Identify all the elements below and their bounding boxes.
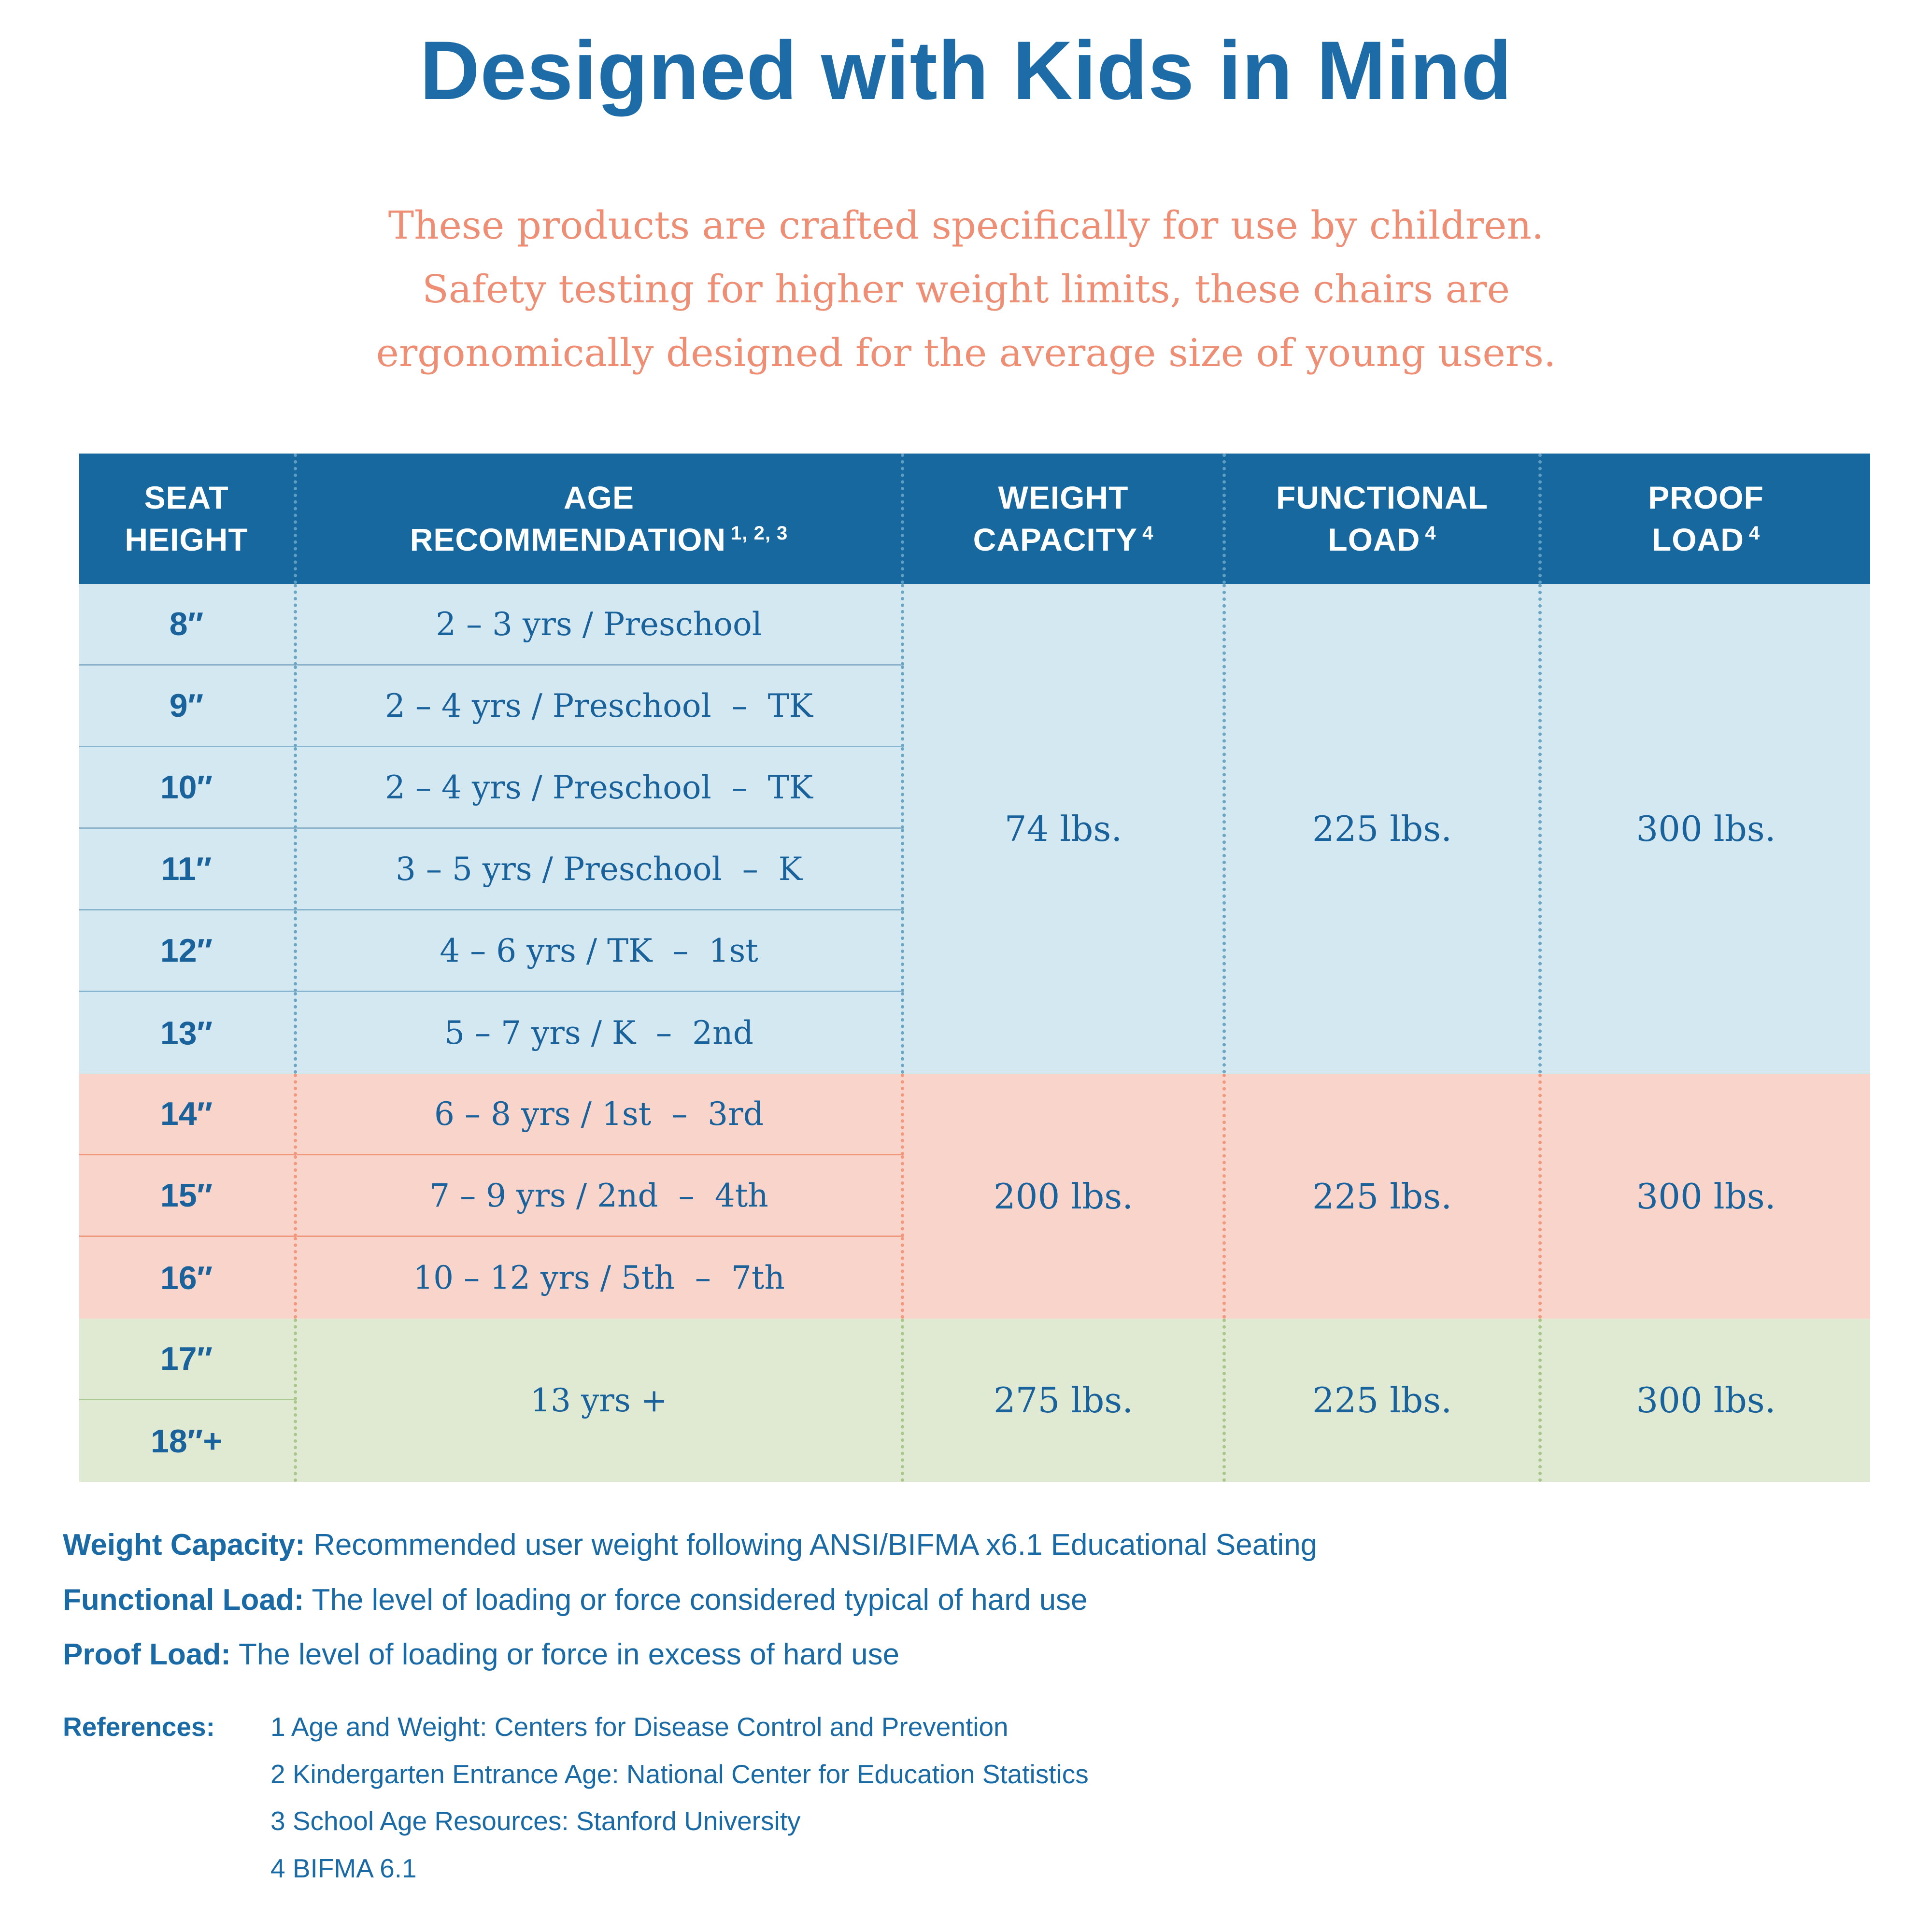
- seat-height-cell-12in: 12″: [79, 910, 297, 992]
- proof-load-green-section: 300 lbs.: [1542, 1319, 1870, 1482]
- definition-weight-capacity: [63, 1526, 1869, 1564]
- references-label: References:: [63, 1711, 215, 1742]
- header-footnote-marker: 4: [1425, 523, 1436, 544]
- column-header-functional-load: FUNCTIONAL LOAD $^4$: [1226, 454, 1542, 584]
- header-footnote-marker: 4: [1748, 523, 1761, 544]
- definition-label: Proof Load:: [63, 1638, 231, 1672]
- definition-text: The level of loading or force in excess of hard use: [238, 1638, 900, 1672]
- seat-height-cell-8in: 8″: [79, 584, 297, 666]
- header-footnote-marker: 1, 2, 3: [731, 523, 788, 544]
- column-header-weight-capacity: WEIGHT CAPACITY $^4$: [904, 454, 1226, 584]
- seat-height-cell-11in: 11″: [79, 829, 297, 910]
- definition-label: Weight Capacity:: [63, 1528, 305, 1562]
- seat-height-cell-15in: 15″: [79, 1155, 297, 1237]
- age-cell-11in: 3 – 5 yrs / Preschool – K: [297, 829, 904, 910]
- reference-item-3: 3 School Age Resources: Stanford University: [270, 1806, 801, 1836]
- definition-label: Functional Load:: [63, 1583, 304, 1617]
- subtitle-line-2: Safety testing for higher weight limits, these chairs are: [422, 267, 1510, 312]
- seat-height-cell-16in: 16″: [79, 1237, 297, 1319]
- page-title: Designed with Kids in Mind: [420, 24, 1512, 117]
- age-cell-9in: 2 – 4 yrs / Preschool – TK: [297, 666, 904, 747]
- age-cell-14in: 6 – 8 yrs / 1st – 3rd: [297, 1074, 904, 1155]
- footer-notes: [63, 1526, 1869, 1892]
- reference-item-2: 2 Kindergarten Entrance Age: National Center for Education Statistics: [270, 1759, 1089, 1789]
- definition-functional-load: [63, 1581, 1869, 1619]
- seat-height-cell-10in: 10″: [79, 747, 297, 829]
- age-cell-13in: 5 – 7 yrs / K – 2nd: [297, 992, 904, 1074]
- age-cell-15in: 7 – 9 yrs / 2nd – 4th: [297, 1155, 904, 1237]
- subtitle-line-3: ergonomically designed for the average size of young users.: [376, 330, 1556, 376]
- weight-capacity-blue-section: 74 lbs.: [904, 584, 1226, 1074]
- definition-proof-load: [63, 1636, 1869, 1674]
- reference-item-1: 1 Age and Weight: Centers for Disease Control and Prevention: [270, 1711, 1009, 1742]
- weight-capacity-green-section: 275 lbs.: [904, 1319, 1226, 1482]
- weight-capacity-pink-section: 200 lbs.: [904, 1074, 1226, 1319]
- column-header-age-recommendation: AGE RECOMMENDATION $^{1, 2, 3}$: [297, 454, 904, 584]
- seat-height-cell-14in: 14″: [79, 1074, 297, 1155]
- seat-height-cell-9in: 9″: [79, 666, 297, 747]
- references-block: [63, 1704, 1869, 1893]
- definition-text: Recommended user weight following ANSI/BIFMA x6.1 Educational Seating: [313, 1528, 1318, 1562]
- age-cell-13yrs-plus-merged: 13 yrs +: [297, 1319, 904, 1482]
- age-cell-16in: 10 – 12 yrs / 5th – 7th: [297, 1237, 904, 1319]
- definition-text: The level of loading or force considered typical of hard use: [312, 1583, 1088, 1617]
- references-list: [270, 1704, 1869, 1893]
- reference-item-4: 4 BIFMA 6.1: [270, 1853, 417, 1884]
- proof-load-blue-section: 300 lbs.: [1542, 584, 1870, 1074]
- proof-load-pink-section: 300 lbs.: [1542, 1074, 1870, 1319]
- spec-table: [79, 454, 1870, 1482]
- column-header-seat-height: SEAT HEIGHT: [79, 454, 297, 584]
- page-subtitle: [0, 194, 1932, 385]
- header-footnote-marker: 4: [1142, 523, 1154, 544]
- age-cell-12in: 4 – 6 yrs / TK – 1st: [297, 910, 904, 992]
- age-cell-8in: 2 – 3 yrs / Preschool: [297, 584, 904, 666]
- column-header-proof-load: PROOF LOAD $^4$: [1542, 454, 1870, 584]
- functional-load-pink-section: 225 lbs.: [1226, 1074, 1542, 1319]
- seat-height-cell-17in: 17″: [79, 1319, 297, 1400]
- functional-load-green-section: 225 lbs.: [1226, 1319, 1542, 1482]
- seat-height-cell-13in: 13″: [79, 992, 297, 1074]
- seat-height-cell-18in-plus: 18″+: [79, 1400, 297, 1482]
- age-cell-10in: 2 – 4 yrs / Preschool – TK: [297, 747, 904, 829]
- functional-load-blue-section: 225 lbs.: [1226, 584, 1542, 1074]
- subtitle-line-1: These products are crafted specifically for use by children.: [388, 203, 1544, 248]
